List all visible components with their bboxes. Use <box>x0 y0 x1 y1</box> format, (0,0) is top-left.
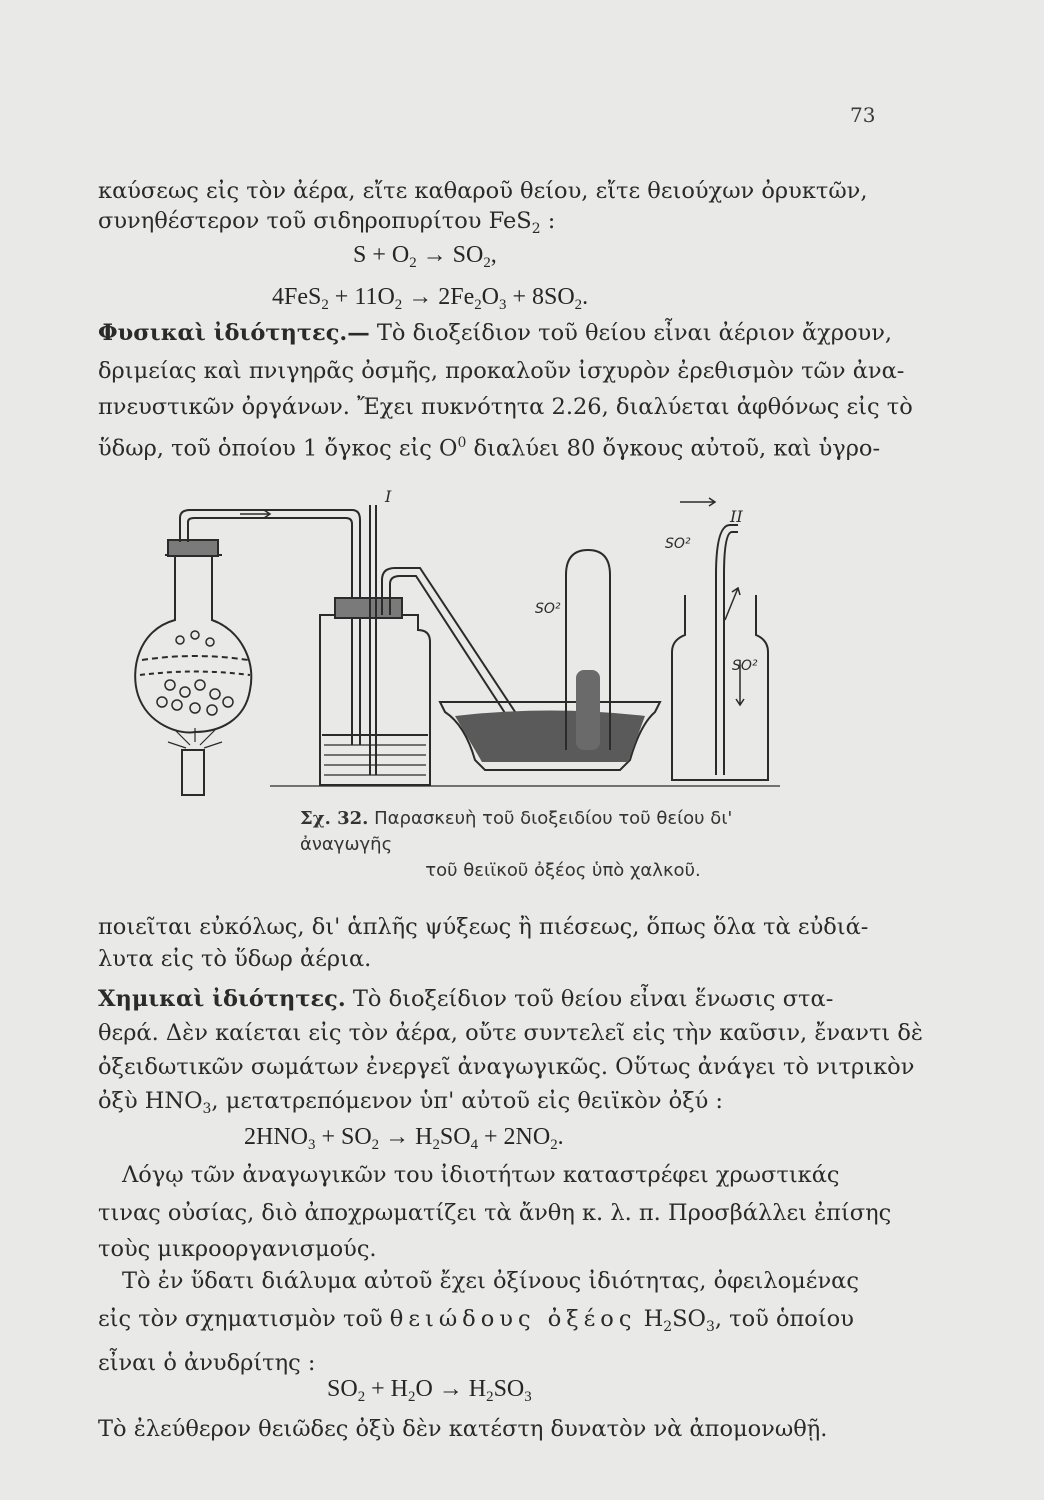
equation-sulfurous-acid: $SO_2 + H_2O \to H_2SO_3$ <box>327 1376 532 1406</box>
physical-line-4: ὕδωρ, τοῦ ὁποίου 1 ὄγκος εἰς $O^0$ διαλύει 80 ὄγκους αὐτοῦ, καὶ ὑγρο- <box>98 435 881 462</box>
solution-line-2: εἰς τὸν σχηματισμὸν τοῦ θειώδους ὀξέος $H_2SO_3$, τοῦ ὁποίου <box>98 1306 854 1335</box>
chemical-line-1: Χημικαὶ ἰδιότητες. Τὸ διοξείδιον τοῦ θείου εἶναι ἕνωσις στα- <box>98 986 834 1012</box>
final-paragraph <box>98 1414 890 1444</box>
page-number: 73 <box>850 103 876 127</box>
physical-properties-paragraph <box>98 318 913 463</box>
solution-line-3: εἶναι ὁ ἀνυδρίτης : <box>98 1349 316 1376</box>
caption-line-1: Σχ. 32. Παρασκευὴ τοῦ διοξειδίου τοῦ θείου δι' ἀναγωγῆς <box>300 808 733 855</box>
chemical-line-3: ὀξειδωτικῶν σωμάτων ἐνεργεῖ ἀναγωγικῶς. Οὕτως ἀνάγει τὸ νιτρικὸν <box>98 1054 915 1080</box>
caption-label: Σχ. 32. <box>300 808 369 829</box>
physical-line-3: πνευστικῶν ὀργάνων. Ἔχει πυκνότητα 2.26, διαλύεται ἀφθόνως εἰς τὸ <box>98 394 913 420</box>
solution-line-1: Τὸ ἐν ὕδατι διάλυμα αὐτοῦ ἔχει ὀξίνους ἰδιότητας, ὀφειλομένας <box>122 1268 859 1294</box>
chemical-line-2: θερά. Δὲν καίεται εἰς τὸν ἀέρα, οὔτε συντελεῖ εἰς τὴν καῦσιν, ἔναντι δὲ <box>98 1020 924 1046</box>
tube-label-i: I <box>385 487 392 506</box>
intro-line-1: καύσεως εἰς τὸν ἀέρα, εἴτε καθαροῦ θείου, εἴτε θειούχων ὀρυκτῶν, <box>98 178 868 204</box>
after-figure-paragraph <box>98 912 890 974</box>
apparatus-figure <box>120 480 800 804</box>
reducing-paragraph <box>98 1160 890 1264</box>
physical-line-1: Φυσικαὶ ἰδιότητες.— Τὸ διοξείδιον τοῦ θείου εἶναι ἀέριον ἄχρουν, <box>98 320 893 346</box>
chemical-properties-paragraph <box>98 984 924 1124</box>
physical-line-2: δριμείας καὶ πνιγηρᾶς ὀσμῆς, προκαλοῦν ἰσχυρὸν ἐρεθισμὸν τῶν ἀνα- <box>98 358 905 384</box>
intro-line-2: συνηθέστερον τοῦ σιδηροπυρίτου FeS$_2$ : <box>98 208 556 237</box>
reducing-line-1: Λόγῳ τῶν ἀναγωγικῶν του ἰδιοτήτων καταστρέφει χρωστικάς <box>122 1162 840 1188</box>
equation-sulfur-combustion: $S + O_2 \to SO_2$, <box>353 242 497 272</box>
so2-label-tube: SO² <box>535 601 561 617</box>
equation-nitric-acid-reduction: $2HNO_3 + SO_2 \to H_2SO_4 + 2NO_2$. <box>244 1124 564 1154</box>
intro-paragraph <box>98 176 890 244</box>
so2-label-outlet: SO² <box>732 658 758 674</box>
tube-label-ii: II <box>730 507 743 526</box>
apparatus-drawing <box>120 480 800 800</box>
final-line: Τὸ ἐλεύθερον θειῶδες ὀξὺ δὲν κατέστη δυνατὸν νὰ ἀπομονωθῇ. <box>98 1416 828 1442</box>
after-figure-line-1: ποιεῖται εὐκόλως, δι' ἁπλῆς ψύξεως ἢ πιέσεως, ὅπως ὅλα τὰ εὐδιά- <box>98 914 869 940</box>
figure-caption <box>300 806 820 884</box>
chemical-line-4: ὀξὺ $HNO_3$, μετατρεπόμενον ὑπ' αὐτοῦ εἰς θειϊκὸν ὀξύ : <box>98 1088 723 1117</box>
so2-label-bottle: SO² <box>665 536 691 552</box>
after-figure-line-2: λυτα εἰς τὸ ὕδωρ ἀέρια. <box>98 946 372 972</box>
reducing-line-2: τινας οὐσίας, διὸ ἀποχρωματίζει τὰ ἄνθη κ. λ. π. Προσβάλλει ἐπίσης <box>98 1200 892 1226</box>
reducing-line-3: τοὺς μικροοργανισμούς. <box>98 1236 377 1262</box>
chemical-properties-heading: Χημικαὶ ἰδιότητες. <box>98 986 346 1012</box>
solution-paragraph <box>98 1266 890 1378</box>
sulfurous-acid-term: θειώδους ὀξέος <box>389 1306 637 1332</box>
caption-line-2: τοῦ θειϊκοῦ ὀξέος ὑπὸ χαλκοῦ. <box>425 860 701 881</box>
physical-properties-heading: Φυσικαὶ ἰδιότητες.— <box>98 320 370 346</box>
equation-pyrite-combustion: $4FeS_2 + 11O_2 \to 2Fe_2O_3 + 8SO_2$. <box>272 284 589 314</box>
